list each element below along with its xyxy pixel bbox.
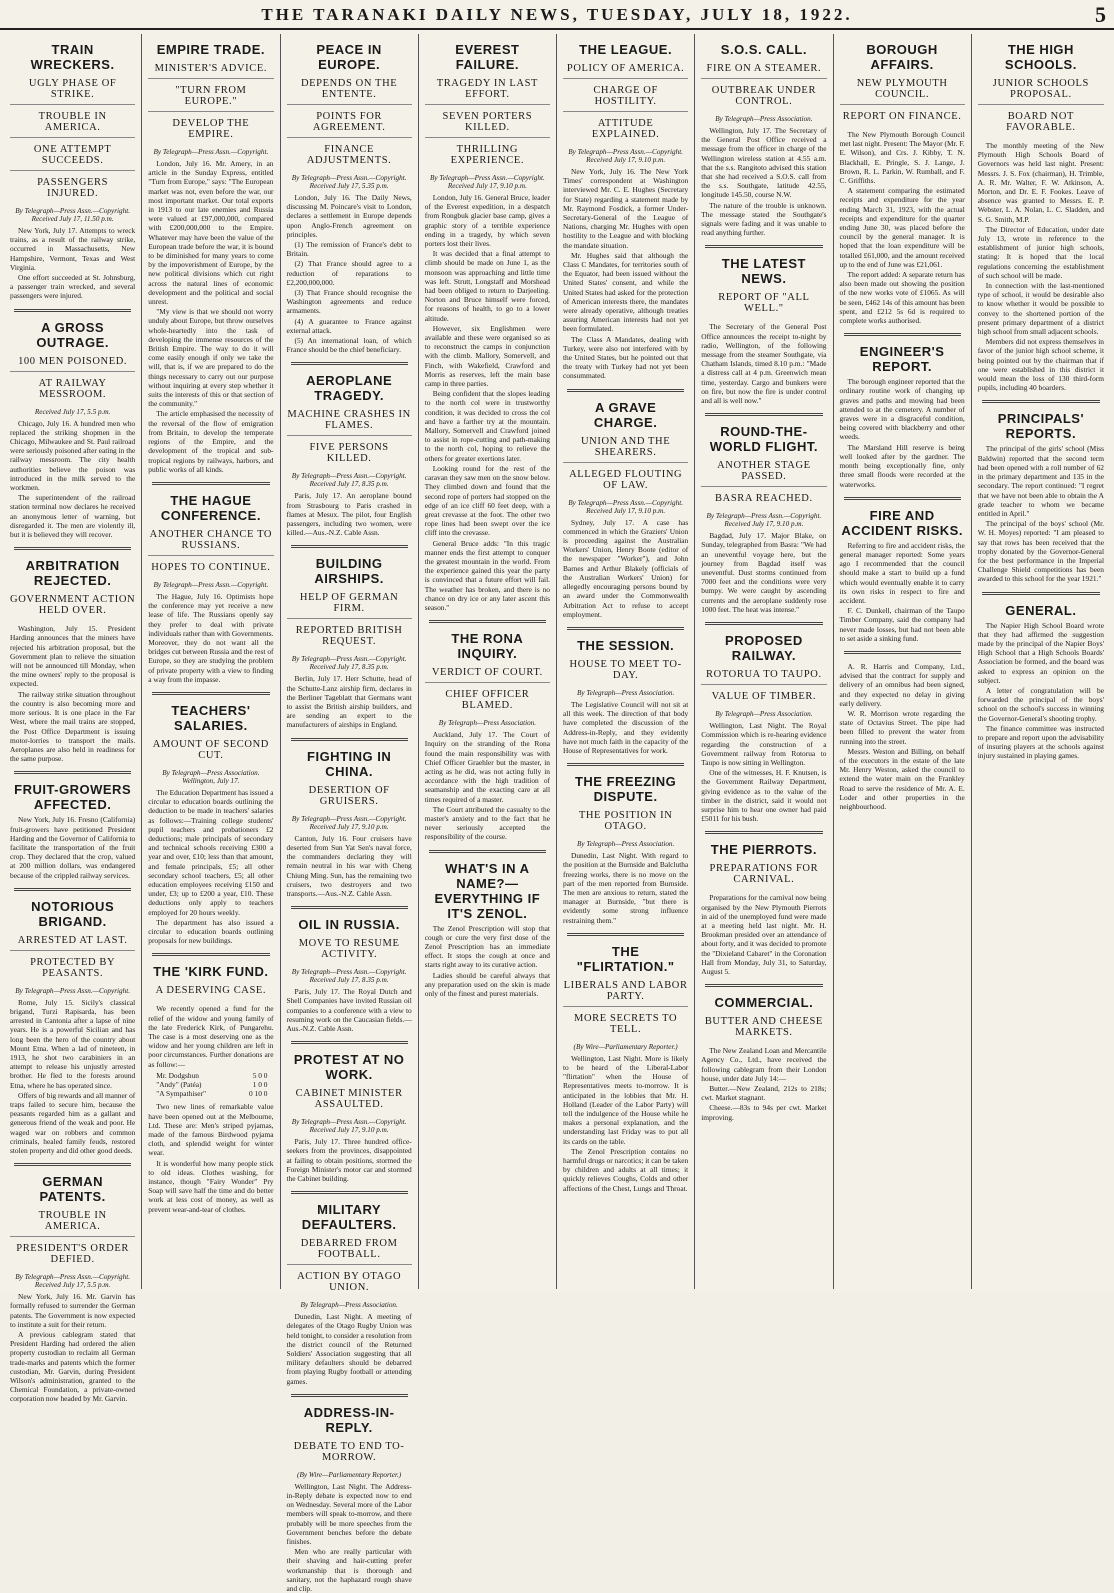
article-paragraph: W. R. Morrison wrote regarding the state of Octavius Street. The pipe had been filled to prevent the water from running into the street.: [839, 708, 965, 746]
article-subheadline: VALUE OF TIMBER.: [711, 691, 817, 703]
article-subheadline: THE POSITION IN OTAGO.: [578, 810, 673, 833]
article: [10, 320, 135, 540]
article-divider: [982, 400, 1100, 403]
article: [840, 42, 965, 325]
article-dateline: By Telegraph—Press Association.: [576, 688, 675, 697]
donation-row: [156, 1071, 273, 1080]
article-paragraph: Wellington, Last Night. The Royal Commission which is re-hearing evidence regarding the construction of a Government railway from Rotorua to Taupo is now sitting in Wellington.: [701, 721, 827, 767]
article-subheadline: BOARD NOT FAVORABLE.: [1006, 111, 1076, 133]
article-paragraph: London, July 16. The Daily News, discussing M. Poincare's visit to London, declares a settlement in Europe depends upon Anglo-French agreement on principles.: [286, 193, 412, 239]
article-subheadline: MOVE TO RESUME ACTIVITY.: [298, 938, 400, 961]
article-paragraph: New York, July 16. Fresno (California) fruit-growers have petitioned President Harding and the Governor of California to facilitate the transportation of the fruit crop. They declared that the crop, valued at 200 million dollars, was endangered because of the crippled railway services.: [10, 815, 136, 880]
article-paragraph: Canton, July 16. Four cruisers have deserted from Sun Yat Sen's naval force, the commanders declaring they will remain neutral in his war with Cheng Chiung Ming. Sun, has the remaining two cruisers, two destroyers and two transports.—Aus.-N.Z. Cable Assn.: [286, 833, 412, 898]
article: [978, 42, 1104, 392]
article: [701, 42, 826, 237]
article-subheadline: A DESERVING CASE.: [155, 985, 267, 997]
donation-table: [156, 1071, 273, 1099]
article-divider: [291, 1041, 408, 1044]
article-paragraph: The article emphasised the necessity of the reversal of the flow of emigration from Britain, to develop the temperate regions of the Empire, and the development of the tropical and sub-tropical regions by railways, harbors, and public works of all kinds.: [148, 409, 274, 474]
article-paragraph: New York, July 16. Mr. Garvin has formally refused to surrender the German patents. The Government is now expected to institute a suit for their return.: [10, 1292, 136, 1329]
article: [287, 1405, 412, 1593]
article-subheadline: REPORTED BRITISH REQUEST.: [295, 625, 403, 648]
article-paragraph: London, July 16. Mr. Amery, in an article in the Sunday Express, entitled "Turn from Europe," says: "The European market was not, even before the war, our most important market. Our total exports in 1913 to our late enemies and Russia were valued at £97,000,000, compared with £200,000,000 to the Empire. Whatever may have been the value of the European trade before the war, it is bound to be diminished for many years to come by the impoverishment of Europe, by the new political divisions which cut right across the natural lines of economic development and the political and social unrest.: [148, 159, 274, 307]
article-paragraph: A previous cablegram stated that President Harding had ordered the alien property custodian to reclaim all German trade-marks and patents which the former custodian, Mr. Garvin, during President Wilson's administration, granted to the Chemical Foundation, a private-owned corporation now headed by Mr. Garvin.: [10, 1330, 136, 1404]
article-subheadline: LIBERALS AND LABOR PARTY.: [563, 980, 688, 1007]
article: [287, 749, 412, 898]
article-paragraph: Cheese.—83s to 94s per cwt. Market improving.: [701, 1103, 827, 1122]
article-subheadline: MORE SECRETS TO TELL.: [574, 1012, 678, 1035]
article-headline: THE LEAGUE.: [579, 42, 673, 57]
article-divider: [844, 333, 961, 336]
article-subheadline: POLICY OF AMERICA.: [563, 63, 688, 79]
article-paragraph: (1) The remission of France's debt to Britain.: [286, 240, 412, 259]
article-divider: [567, 933, 684, 936]
article-subheadline: POINTS FOR AGREEMENT.: [287, 111, 412, 138]
article-dateline: By Telegraph—Press Assn.—Copyright. Received July 17, 8.35 p.m.: [291, 472, 407, 489]
column-8: [972, 34, 1110, 1289]
column-1: [4, 34, 142, 1404]
article-dateline: By Telegraph—Press Assn.—Copyright.: [153, 148, 269, 156]
article-paragraph: The principal of the boys' school (Mr. W. H. Moyes) reported: "I am pleased to say that rows has been received that the trophy donated by the Governor-General for the best performance in the Imperial Challenge Shield competitions has been awarded to this school for the year 1921.": [977, 519, 1104, 584]
article-paragraph: Rome, July 15. Sicily's classical brigand, Turzi Rapisarda, has been arrested in Cantonia after a lapse of nine years. He is a powerful Sicilian and has long been the hero of the country about Mount Etna. When a lad of nineteen, in 1913, he shot two carabiniers in an attempt to release his unjustly arrested brother. He fled to the forests around Etna, where he has operated since.: [10, 997, 136, 1090]
article-divider: [705, 984, 822, 987]
article-paragraph: New York, July 17. Attempts to wreck trains, as a result of the railway strike, occurred in Massachusetts, New Hampshire, Vermont, Texas and West Virginia.: [10, 226, 136, 272]
article-headline: MILITARY DEFAULTERS.: [301, 1202, 397, 1233]
article-paragraph: In connection with the last-mentioned type of school, it would be desirable also to know whether it would be possible to convey to the shortened portion of the present primary department of a district high school from small adjacent schools.: [977, 281, 1104, 337]
article-subheadline: "TURN FROM EUROPE.": [148, 85, 273, 112]
article: [563, 638, 688, 755]
article-paragraph: (3) That France should recognise the Washington agreements and reduce armaments.: [286, 288, 412, 316]
article-paragraph: Paris, July 17. Three hundred office-seekers from the provinces, disappointed at failing to obtain positions, stormed the Foreign Minister's motor car and stormed the Cabinet building.: [286, 1137, 412, 1183]
article-subheadline: VERDICT OF COURT.: [425, 667, 550, 683]
article-paragraph: The nature of the trouble is unknown. The message stated the Southgate's signals were fading and it was unable to read anything further.: [701, 200, 827, 238]
article-subheadline: ONE ATTEMPT SUCCEEDS.: [10, 144, 135, 171]
article-paragraph: The New Zealand Loan and Mercantile Agency Co., Ltd., have received the following cablegram from their London house, under date July 14:—: [701, 1046, 827, 1083]
article-paragraph: It is wonderful how many people stick to old ideas. Clothes washing, for instance, though "Fairy Wonder" Pry Soap will save half the time and do better work at less cost of money, as well as prevent wear-and-tear of clothes.: [148, 1158, 274, 1214]
article-divider: [291, 362, 408, 365]
masthead-title: THE TARANAKI DAILY NEWS, TUESDAY, JULY 18, 1922.: [261, 5, 853, 24]
article-subheadline: ROTORUA TO TAUPO.: [701, 669, 826, 685]
masthead: [0, 0, 1114, 30]
article-paragraph: Dunedin, Last Night. With regard to the position at the Burnside and Balclutha freezing works, there is no move on the part of the men reported from Burnside. The men are anxious to return, stated the manager at Burnside, "but there is evidently some strong influence restraining them.": [563, 851, 689, 925]
article-dateline: By Telegraph—Press Association. Wellington, July 17.: [162, 768, 260, 785]
article: [840, 344, 965, 488]
article: [701, 256, 826, 405]
article-paragraph: Preparations for the carnival now being organised by the New Plymouth Pierrots in aid of the unemployed fund were made at a meeting held last night. Mr. H. Brookman presided over an attendance of about forty, and it was decided to promote the "Dixieland Cabaret" in the Coronation Hall from Monday, July 31, to Saturday, August 5.: [701, 893, 827, 976]
column-5: [557, 34, 695, 1289]
article-headline: EMPIRE TRADE.: [156, 42, 266, 57]
article-headline: THE SESSION.: [577, 637, 675, 653]
column-4: [419, 34, 557, 1289]
article-subheadline: HOUSE TO MEET TO-DAY.: [569, 658, 682, 681]
article-paragraph: The Hague, July 16. Optimists hope the conference may yet receive a new lease of life. The Russians openly say they prefer to deal with private individuals rather than with Governments. Moreover, they do not want all the bridges cut between Russia and the rest of Europe, so they are studying the problem of private property with a view to finding a way from the impasse.: [148, 591, 274, 684]
donation-row: [156, 1089, 273, 1098]
article-subheadline: BUTTER AND CHEESE MARKETS.: [704, 1016, 823, 1039]
article-paragraph: Messrs. Weston and Billing, on behalf of the executors in the estate of the late Mr. Henry Weston, asked the council to extend the water main on the Frankley Road to serve the residence of Mr. A. E. Loder and other properties in the neighbourhood.: [839, 746, 965, 811]
article-subheadline: CABINET MINISTER ASSAULTED.: [295, 1088, 403, 1111]
article: [287, 1052, 412, 1183]
article-subheadline: REPORT ON FINANCE.: [842, 111, 962, 122]
article: [287, 917, 412, 1033]
article-subheadline: BASRA REACHED.: [715, 493, 813, 505]
article-divider: [14, 547, 131, 550]
article-subheadline: HELP OF GERMAN FIRM.: [287, 592, 412, 619]
column-6: [695, 34, 833, 1289]
article-paragraph: It was decided that a final attempt to climb should be made on June 1, as the monsoon was approaching and little time was left. Strutt, Longstaff and Morshead had been obliged to return to Darjeeling. Norton and Bruce himself were forced, for reasons of health, to go to a lower altitude.: [424, 249, 550, 323]
article-paragraph: Ladies should be careful always that any preparation used on the skin is made only of the finest and purest materials.: [424, 970, 550, 998]
article-subheadline: DEVELOP THE EMPIRE.: [172, 118, 250, 140]
article-paragraph: Wellington, Last Night. The Address-in-Reply debate is expected now to end on Wednesday. Several more of the Labor members will speak to-morrow, and there probably will be more speeches from the Government benches before the debate finishes.: [286, 1481, 412, 1546]
article-divider: [982, 592, 1100, 595]
article-subheadline: ANOTHER CHANCE TO RUSSIANS.: [148, 529, 273, 556]
article-subheadline: UNION AND THE SHEARERS.: [563, 436, 688, 463]
article-subheadline: PREPARATIONS FOR CARNIVAL.: [709, 863, 819, 886]
article-dateline: By Telegraph—Press Assn.—Copyright.: [15, 986, 130, 995]
article-paragraph: The Court attributed the casualty to the master's anxiety and to the fact that he never seriously accepted the responsibility of the course.: [424, 804, 550, 842]
article-subheadline: TROUBLE IN AMERICA.: [10, 111, 135, 138]
article-headline: THE LATEST NEWS.: [721, 256, 806, 287]
article-subheadline: 100 MEN POISONED.: [10, 356, 135, 372]
column-3: [281, 34, 419, 1593]
article: [148, 493, 273, 684]
article: [563, 944, 688, 1193]
article-paragraph: A. R. Harris and Company, Ltd., advised that the contract for supply and delivery of an omnibus had been signed, and they expected no delay in giving early delivery.: [839, 661, 965, 708]
article-divider: [152, 482, 269, 485]
article-subheadline: DEPENDS ON THE ENTENTE.: [287, 78, 412, 105]
article-headline: THE FREEZING DISPUTE.: [574, 774, 677, 805]
article-subheadline: SEVEN PORTERS KILLED.: [425, 111, 550, 138]
column-grid: [4, 34, 1110, 1593]
article-subheadline: REPORT OF "ALL WELL.": [718, 292, 810, 315]
article-paragraph: Wellington, July 17. The Secretary of the General Post Office received a message from the officer in charge of the Wellington wireless station at 4.55 a.m. that the s.s. Rangitoto advised this station that she had received a S.O.S. call from the s.s. Southgate, latitude 42.55, longitude 145.50, course N.W.: [701, 126, 827, 200]
article-subheadline: PASSENGERS INJURED.: [37, 177, 109, 199]
article-subheadline: ANOTHER STAGE PASSED.: [701, 460, 826, 487]
article-divider: [429, 850, 546, 853]
article-paragraph: Berlin, July 17. Herr Schutte, head of the Schutte-Lanz airship firm, declares in the Berliner Tageblatt that Germans want to assist the British airship builders, and are sending an expert to the manufacturers of airships in England.: [286, 674, 412, 730]
article-paragraph: Auckland, July 17. The Court of Inquiry on the stranding of the Rona found the main responsibility was with Chief Officer Graehler but the master, in acting as he did, was not acting fully in accordance with the high tradition of seamanship and the exacting care at all times required of a master.: [424, 730, 550, 804]
article-paragraph: Wellington, Last Night. More is likely to be heard of the Liberal-Labor "flirtation" when the House of Representatives meets to-morrow. It is anticipated in the lobbies that Mr. H. Holland (Leader of the Labor Party) will tell the indulgence of the House while he makes a personal explanation, and the understanding last Friday was to put all its cards on the table.: [563, 1053, 689, 1146]
article-headline: ROUND-THE-WORLD FLIGHT.: [709, 424, 819, 455]
article: [840, 662, 965, 811]
article-paragraph: Mr. Hughes said that although the Class C Mandates, for territories south of the Equator, had been issued without the United States' consent, and while the United States had asked for the protection of American interests there, the mandates were already operative, although treaties assuring American interests had not yet been formulated.: [563, 250, 689, 334]
article-paragraph: London, July 16. General Bruce, leader of the Everest expedition, in a despatch from Rongbuk glacier base camp, gives a graphic story of a terrible experience ending in a tragedy, by which seven porters lost their lives.: [424, 193, 550, 249]
article-paragraph: The Secretary of the General Post Office announces the receipt to-night by radio, Wellington, of the following message from the steamer Southgate, via Chatham Islands, timed 8.10 p.m.: "Made a distress call at 4 p.m. Greenwich mean time, yesterday. Cargo and bunkers were on fire, but now the fire is under control and all is well now.": [701, 322, 827, 406]
article: [701, 842, 826, 976]
article-headline: EVEREST FAILURE.: [455, 42, 520, 72]
article-divider: [291, 1191, 408, 1194]
article-divider: [705, 622, 822, 625]
article-subheadline: TROUBLE IN AMERICA.: [10, 1210, 135, 1237]
article-subheadline: NEW PLYMOUTH COUNCIL.: [840, 78, 965, 105]
article-divider: [705, 831, 822, 834]
article-dateline: Received July 17, 5.5 p.m.: [34, 407, 111, 416]
article-paragraph: Looking round for the rest of the caravan they saw men on the snow below. They climbed down and found that the second rope of porters had stopped on the edge of an ice cliff 60 feet deep, with a great crevasse at the foot. The other two rope lines had been swept over the ice cliff into the crevasse.: [424, 463, 550, 538]
article-dateline: By Telegraph—Press Association.: [300, 1301, 398, 1310]
article-subheadline: GOVERNMENT ACTION HELD OVER.: [10, 594, 136, 617]
article-headline: GENERAL.: [1005, 602, 1077, 618]
article: [425, 631, 550, 841]
article-headline: FIGHTING IN CHINA.: [307, 748, 392, 779]
donation-amount: 0 10 0: [249, 1089, 268, 1099]
article: [287, 373, 412, 537]
donor-name: "Andy" (Patéa): [156, 1080, 202, 1090]
article-headline: BUILDING AIRSHIPS.: [314, 556, 384, 587]
article-dateline: By Telegraph—Press Assn.—Copyright. Received July 17, 5.35 p.m.: [291, 174, 407, 190]
article-subheadline: JUNIOR SCHOOLS PROPOSAL.: [978, 78, 1104, 105]
article-divider: [14, 771, 131, 774]
article-paragraph: The Marsland Hill reserve is being well looked after by the gardner. The month being exceptionally fine, only three small floods were recorded at the waterworks.: [839, 442, 965, 489]
article-headline: ARBITRATION REJECTED.: [25, 558, 120, 589]
article-subheadline: ATTITUDE EXPLAINED.: [591, 118, 660, 140]
article: [563, 42, 688, 381]
article-paragraph: Being confident that the slopes leading to the north col were in trustworthy condition, it was decided to cross the col and have a farther try at the mountain. Mallory, Somervell and Crawford joined to assist in rope-cutting and path-making to the north col, hoping to relieve the others for greater exertions later.: [424, 389, 550, 463]
article-subheadline: CHARGE OF HOSTILITY.: [563, 85, 688, 112]
article-paragraph: The Zenol Prescription contains no harmful drugs or narcotics; it can be taken by children and adults at all times; it quickly relieves Coughs, Colds and other affections of the Chest, Lungs and Throat.: [563, 1146, 689, 1193]
article-subheadline: MACHINE CRASHES IN FLAMES.: [287, 409, 412, 436]
article-paragraph: The Education Department has issued a circular to education boards outlining the deduction to be made in teachers' salaries as follows:—Training college students' pupil teachers and probationers £2 deductions; male principals of secondary and technical schools receiving £300 a year and over, £10; less than that amount, and female principals, £5; all other secondary school teachers, £5; all other education employees receiving £150 and under, £3; up to £200 a year, £10. These deductions only apply to teachers employed for 20 hours weekly.: [148, 787, 274, 917]
article-headline: THE HIGH SCHOOLS.: [1004, 42, 1077, 72]
article-paragraph: One effort succeeded at St. Johnsburg, a passenger train wrecked, and several passengers were injured.: [10, 273, 136, 301]
article-divider: [844, 651, 961, 654]
article-dateline: By Telegraph—Press Assn.—Copyright. Received July 17, 9.10 p.m.: [568, 498, 683, 515]
article-dateline: By Telegraph—Press Assn.—Copyright.: [153, 580, 269, 589]
article-headline: THE PIERROTS.: [710, 842, 817, 858]
article-dateline: By Telegraph—Press Assn.—Copyright. Received July 17, 8.35 p.m.: [291, 968, 407, 985]
article-divider: [14, 1163, 131, 1166]
article-paragraph: Sydney, July 17. A case has commenced in which the Graziers' Union is proceeding against the Australian Workers' Union, Henry Boote (editor of the newspaper "Worker"), and John Barnes and Arthur Blakely (officials of the Australian Workers' Union) for allegedly encouraging persons bound by an award under the Commonwealth Arbitration Act to refuse to accept employment.: [563, 517, 689, 619]
article-paragraph: New York, July 16. The New York Times' correspondent at Washington interviewed Mr. C. E. Hughes (Secretary for State) regarding a statement made by Mr. Raymond Fosdick, a former Under-Secretary-General of the League of Nations, charging Mr. Hughes with open hostility to the League and with blocking the mandate situation.: [563, 167, 689, 250]
article-paragraph: The Director of Education, under date July 13, wrote in reference to the establishment of junior high schools, stating: It is hoped that the local regulations concerning the establishment of such school will be made.: [977, 224, 1104, 280]
article-subheadline: HOPES TO CONTINUE.: [151, 561, 271, 573]
article-subheadline: FIVE PERSONS KILLED.: [309, 442, 389, 465]
article-subheadline: ACTION BY OTAGO UNION.: [297, 1271, 402, 1294]
article: [425, 42, 550, 612]
article-headline: BOROUGH AFFAIRS.: [866, 42, 938, 72]
article-divider: [152, 953, 269, 956]
article-paragraph: General Bruce adds: "In this tragic manner ends the first attempt to conquer the greatest mountain in the world. From the experience gained this year the party is convinced that a future effort will fail. The weather has broken, and there is no chance on dry ice or any later ascent this season.": [424, 538, 550, 612]
article-subheadline: UGLY PHASE OF STRIKE.: [10, 78, 135, 105]
article-divider: [14, 888, 131, 891]
article-dateline: By Telegraph—Press Assn.—Copyright. Received July 17, 8.35 p.m.: [291, 655, 407, 672]
article-subheadline: FIRE ON A STEAMER.: [701, 63, 826, 79]
article-subheadline: CHIEF OFFICER BLAMED.: [445, 689, 530, 712]
donation-amount: 1 0 0: [252, 1080, 268, 1090]
article: [701, 995, 826, 1122]
article: [148, 964, 273, 1213]
article-subheadline: ALLEGED FLOUTING OF LAW.: [569, 468, 683, 491]
article-paragraph: The finance committee was instructed to prepare and report upon the advisability of insuring players at the schools against injury sustained in playing games.: [977, 723, 1104, 761]
article-divider: [705, 245, 822, 248]
donor-name: Mr. Dodgshun: [156, 1070, 199, 1080]
article-divider: [291, 906, 408, 909]
article-paragraph: Paris, July 17. An aeroplane bound from Strasbourg to Paris crashed in flames at Mesux. The pilot, four English passengers, including two women, were killed.—Aus.-N.Z. Cable Assn.: [286, 491, 412, 538]
article-paragraph: We recently opened a fund for the relief of the widow and young family of the late Frederick Kirk, of Pungarehu. The case is a most deserving one as the widow and her young children are left in poor circumstances. Further donations are as follow:—: [148, 1004, 274, 1069]
article-subheadline: DESERTION OF GRUISERS.: [308, 784, 390, 807]
article-paragraph: The Zenol Prescription will stop that cough or cure the very first dose of the Zenol Prescription has an immediate effect. It stops the cough at once and starts right away to its curative action.: [424, 923, 550, 970]
article-dateline: (By Wire—Parliamentary Reporter.): [573, 1042, 678, 1051]
donation-row: [156, 1080, 273, 1089]
article-subheadline: THRILLING EXPERIENCE.: [450, 144, 525, 166]
article-headline: ENGINEER'S REPORT.: [859, 344, 945, 375]
article-dateline: By Telegraph—Press Assn.—Copyright. Received July 17, 9.10 p.m.: [568, 148, 683, 164]
article: [563, 774, 688, 925]
article-subheadline: AT RAILWAY MESSROOM.: [38, 377, 107, 400]
article-paragraph: The monthly meeting of the New Plymouth High Schools Board of Governors was held last night. Present: Messrs. J. S. Fox (chairman), H. Trimble, A. R. Mr. Walter, F. W. Atkinson, A. Morton, and Dr. E. F. Fookes. Leave of absence was granted to Messrs. E. P. Webster, L. A. Nolan, L. C. Sladden, and S. G. Smith, M.P.: [977, 141, 1104, 224]
article-dateline: By Telegraph—Press Association.: [438, 719, 537, 728]
article-dateline: By Telegraph—Press Assn.—Copyright. Received July 17, 9.10 p.m.: [430, 174, 545, 190]
article-subheadline: ARRESTED AT LAST.: [10, 935, 135, 951]
article: [10, 899, 135, 1155]
article-paragraph: Two new lines of remarkable value have been opened out at the Melbourne, Ltd. These are: Men's striped pyjamas, made of the famous Birdwood pyjama cloth, and splendid weight for winter wear.: [148, 1102, 274, 1158]
article-subheadline: MINISTER'S ADVICE.: [148, 63, 273, 79]
article-dateline: By Telegraph—Press Association.: [715, 115, 813, 123]
article-paragraph: Paris, July 17. The Royal Dutch and Shell Companies have invited Russian oil companies to a conference with a view to resuming work on the Caucasian fields.—Aus.-N.Z. Cable Assn.: [286, 987, 412, 1033]
article-divider: [152, 692, 269, 695]
article: [148, 703, 273, 945]
article-divider: [844, 497, 961, 500]
article: [287, 42, 412, 354]
article-paragraph: "My view is that we should not worry unduly about Europe, but throw ourselves whole-heartedly into the task of developing the immense resources of the British Empire. The way to do it will come easily enough if only we take the will, that is, if we are prepared to do the things necessary to carry out our purpose without inquiring at every step whether it suits the interests of this or that section of the community.": [148, 307, 274, 409]
article-paragraph: The New Plymouth Borough Council met last night. Present: The Mayor (Mr. F. E. Wilson), and Crs. J. Kibby, T. N. Blackhall, E. Pringle, S. J. Lange, J. Brown, R. L. Parkin, W. Rumball, and F. C. Griffiths.: [839, 130, 965, 186]
article: [287, 556, 412, 729]
article-headline: FRUIT-GROWERS AFFECTED.: [14, 782, 132, 813]
article-headline: PEACE IN EUROPE.: [316, 42, 382, 72]
article-dateline: By Telegraph—Press Assn.—Copyright. Received July 17, 9.10 p.m.: [706, 512, 822, 529]
article-headline: WHAT'S IN A NAME?—EVERYTHING IF IT'S ZENOL.: [434, 860, 541, 921]
article-headline: ADDRESS-IN-REPLY.: [303, 1404, 395, 1435]
article-divider: [291, 1394, 408, 1397]
article-subheadline: DEBARRED FROM FOOTBALL.: [287, 1238, 412, 1265]
article-paragraph: Bagdad, July 17. Major Blake, on Sunday, telegraphed from Basra: "We had an uneventful voyage here, but the journey from Bagdad itself was uneventful. Dust storms continued from 7000 feet and the conditions were very bumpy. We were caught by ascending currents and the aeroplane suddenly rose 1000 feet. The heat was intense.": [701, 531, 827, 614]
article-divider: [567, 763, 684, 766]
article-paragraph: Offers of big rewards and all manner of traps failed to secure him, because the peasants regarded him as a gallant and generous friend of the weak and poor. He waged war on robbers and common criminals, healed family feuds, restored stolen property and did other good deeds.: [10, 1090, 136, 1155]
article-divider: [14, 309, 131, 312]
article-divider: [429, 620, 546, 623]
article-dateline: By Telegraph—Press Assn.—Copyright. Received July 17, 11.50 p.m.: [15, 207, 130, 223]
article-headline: PRINCIPALS' REPORTS.: [997, 411, 1085, 442]
donor-name: "A Sympathiser": [156, 1089, 207, 1099]
article: [563, 400, 688, 619]
column-7: [834, 34, 972, 1289]
article: [425, 861, 550, 999]
article-paragraph: Washington, July 15. President Harding announces that the miners have rejected his arbitration proposal, but the Government plan to relieve the situation will not be announced till Monday, when the mine owners' reply to the proposal is expected.: [10, 624, 136, 689]
article-paragraph: However, six Englishmen were available and these were organised so as to reconstruct the camps in conjunction with the climb. Mallory, Somervell, and Finch, with Wakefield, Crawford and Morris as reserves, left the main base camp in three parties.: [424, 323, 550, 389]
article-paragraph: Chicago, July 16. A hundred men who replaced the striking shopmen in the Chicago, Milwaukee and St. Paul railroad were seriously poisoned after eating in the railway messroom. The city health authorities believe the poison was introduced in the milk served to the workmen.: [10, 418, 136, 493]
article-dateline: By Telegraph—Press Assn.—Copyright. Received July 17, 5.5 p.m.: [15, 1273, 130, 1290]
article-paragraph: One of the witnesses, H. F. Knutsen, is the Government Railway Department, giving evidence as to the value of the timber in the district, said it would not surprise him to hear one owner had paid £5011 for his bush.: [701, 768, 827, 824]
article-divider: [291, 545, 408, 548]
article-paragraph: (2) That France should agree to a reduction of reparations to £2,200,000,000.: [286, 259, 412, 287]
article-dateline: (By Wire—Parliamentary Reporter.): [297, 1470, 402, 1479]
article-subheadline: OUTBREAK UNDER CONTROL.: [711, 85, 817, 107]
article: [10, 782, 135, 879]
article-paragraph: The Legislative Council will not sit at all this week. The direction of that body have completed the discussion of the Address-in-Reply, and they evidently have not much faith in the capacity of the House of Representatives for work.: [563, 699, 689, 755]
article-paragraph: The borough engineer reported that the ordinary routine work of changing up graves and paths and mowing had been attended to at the cemetery. A number of graves were in a disgraceful condition, being covered with blackberry and other weeds.: [839, 377, 965, 442]
article: [978, 411, 1104, 583]
article-headline: THE "FLIRTATION.": [576, 943, 675, 974]
article: [10, 558, 135, 763]
article-dateline: By Telegraph—Press Association.: [576, 840, 675, 849]
donation-amount: 5 0 0: [252, 1070, 268, 1080]
article-subheadline: TRAGEDY IN LAST EFFORT.: [425, 78, 550, 105]
article-paragraph: (4) A guarantee to France against external attack.: [286, 316, 412, 335]
article-paragraph: The report added: A separate return has also been made out showing the position of the new works vote of £1065. As will be seen, £462 14s of this amount has been spent, and £212 5s 6d is required to complete works authorised.: [839, 270, 965, 326]
article-headline: THE 'KIRK FUND.: [153, 964, 269, 980]
article-headline: PROPOSED RAILWAY.: [725, 633, 803, 664]
article-headline: PROTEST AT NO WORK.: [293, 1052, 405, 1083]
article-headline: OIL IN RUSSIA.: [298, 917, 400, 933]
article-headline: NOTORIOUS BRIGAND.: [31, 898, 115, 929]
article-dateline: By Telegraph—Press Assn.—Copyright. Received July 17, 9.10 p.m.: [291, 814, 407, 831]
article: [701, 633, 826, 823]
article-paragraph: Members did not express themselves in favor of the junior high school scheme, it being pointed out by the chairman that if one were established in this district it would mean the loss of 130 third-form pupils, including 40 boarders.: [977, 337, 1104, 393]
article-paragraph: The railway strike situation throughout the country is also becoming more and more serious. It is one place in the Far West, where the mail trains are stopped, the Post Office Department is issuing motor-lorries to transport the mails. Aeroplanes are also held in readiness for the same purpose.: [10, 689, 136, 764]
article-headline: A GRAVE CHARGE.: [593, 399, 658, 430]
article-paragraph: Referring to fire and accident risks, the general manager reported: Some years ago I recommended that the council should make a start to build up a fund which would eventually enable it to carry its own risks in respect to fire and accident.: [839, 540, 965, 605]
article-divider: [705, 413, 822, 416]
article-paragraph: The principal of the girls' school (Miss Baldwin) reported that the second term had been opened with a roll number of 62 in the primary department and 135 in the secondary. The report continued: "I regret that we have not been able to obtain the A grade teacher to whom we became entitled in April.": [977, 444, 1104, 518]
article: [840, 508, 965, 643]
article-headline: TRAIN WRECKERS.: [30, 42, 115, 72]
article: [978, 603, 1104, 761]
article-paragraph: Butter.—New Zealand, 212s to 218s; cwt. Market stagnant.: [701, 1083, 827, 1103]
article-headline: TEACHERS' SALARIES.: [171, 702, 251, 733]
column-2: [142, 34, 280, 1289]
article-headline: FIRE AND ACCIDENT RISKS.: [841, 507, 963, 538]
article-paragraph: A letter of congratulation will be forwarded the principal of the boys' school on the school's success in winning the Governor-General's shooting trophy.: [977, 685, 1104, 723]
article-subheadline: FINANCE ADJUSTMENTS.: [306, 144, 392, 166]
article-subheadline: PROTECTED BY PEASANTS.: [30, 956, 116, 979]
article-headline: AEROPLANE TRAGEDY.: [306, 373, 393, 404]
article: [10, 42, 135, 301]
article: [10, 1174, 135, 1403]
article-paragraph: (5) An international loan, of which France should be the chief beneficiary.: [286, 336, 412, 355]
article-dateline: By Telegraph—Press Association.: [715, 710, 813, 719]
article-headline: A GROSS OUTRAGE.: [36, 319, 109, 350]
article-headline: COMMERCIAL.: [714, 995, 814, 1011]
article: [148, 42, 273, 474]
article-paragraph: F. C. Dunkell, chairman of the Taupo Timber Company, said the company had never made losses, but had not been able to set aside a sinking fund.: [839, 606, 965, 643]
article-paragraph: Dunedin, Last Night. A meeting of delegates of the Otago Rugby Union was held tonight, to consider a resolution from the district council of the Returned Soldiers' Association suggesting that all military defaulters should be debarred from playing Rugby football or attending games.: [286, 1312, 412, 1386]
article-headline: S.O.S. CALL.: [720, 42, 807, 57]
article-divider: [291, 738, 408, 741]
article-subheadline: AMOUNT OF SECOND CUT.: [152, 738, 269, 761]
article-paragraph: The superintendent of the railroad station terminal now declares he received an anonymous letter of warning, but disregarded it. The men are violently ill, but it is believed they will recover.: [10, 493, 136, 540]
article-dateline: By Telegraph—Press Assn.—Copyright. Received July 17, 9.10 p.m.: [291, 1118, 407, 1135]
article-paragraph: A statement comparing the estimated receipts and expenditure for the year ending March 31, 1923, with the actual receipts and expenditure for the quarter ending June 30, was placed before the council by the general manager. It is hoped that the loan expenditure will be totalled £61,000, and the amount received up to the end of June was £21,061.: [839, 186, 965, 269]
article-divider: [567, 627, 684, 630]
article-paragraph: Men who are really particular with their shaving and hair-cutting prefer workmanship that is thorough and sanitary, not the haphazard rough shave and clip.: [286, 1547, 412, 1593]
article: [287, 1202, 412, 1386]
article-divider: [567, 389, 684, 392]
article-subheadline: PRESIDENT'S ORDER DEFIED.: [16, 1243, 129, 1266]
article-paragraph: The department has also issued a circular to education boards outlining proposals for new buildings.: [148, 917, 274, 946]
page-number: 5: [1095, 2, 1106, 27]
article-paragraph: The Class A Mandates, dealing with Turkey, were also not interfered with by the United States, but he pointed out that the treaty with Turkey had not yet been consummated.: [563, 334, 689, 381]
article: [701, 424, 826, 614]
article-subheadline: DEBATE TO END TO-MORROW.: [293, 1440, 405, 1463]
article-headline: THE RONA INQUIRY.: [451, 631, 524, 662]
article-headline: THE HAGUE CONFERENCE.: [160, 492, 261, 523]
article-paragraph: The Napier High School Board wrote that they had affirmed the suggestion made by the principal of the Napier Boys' High School that a High Schools Boards' Association be formed, and the board was asked to express an opinion on the subject.: [977, 620, 1104, 685]
article-headline: GERMAN PATENTS.: [39, 1174, 106, 1205]
